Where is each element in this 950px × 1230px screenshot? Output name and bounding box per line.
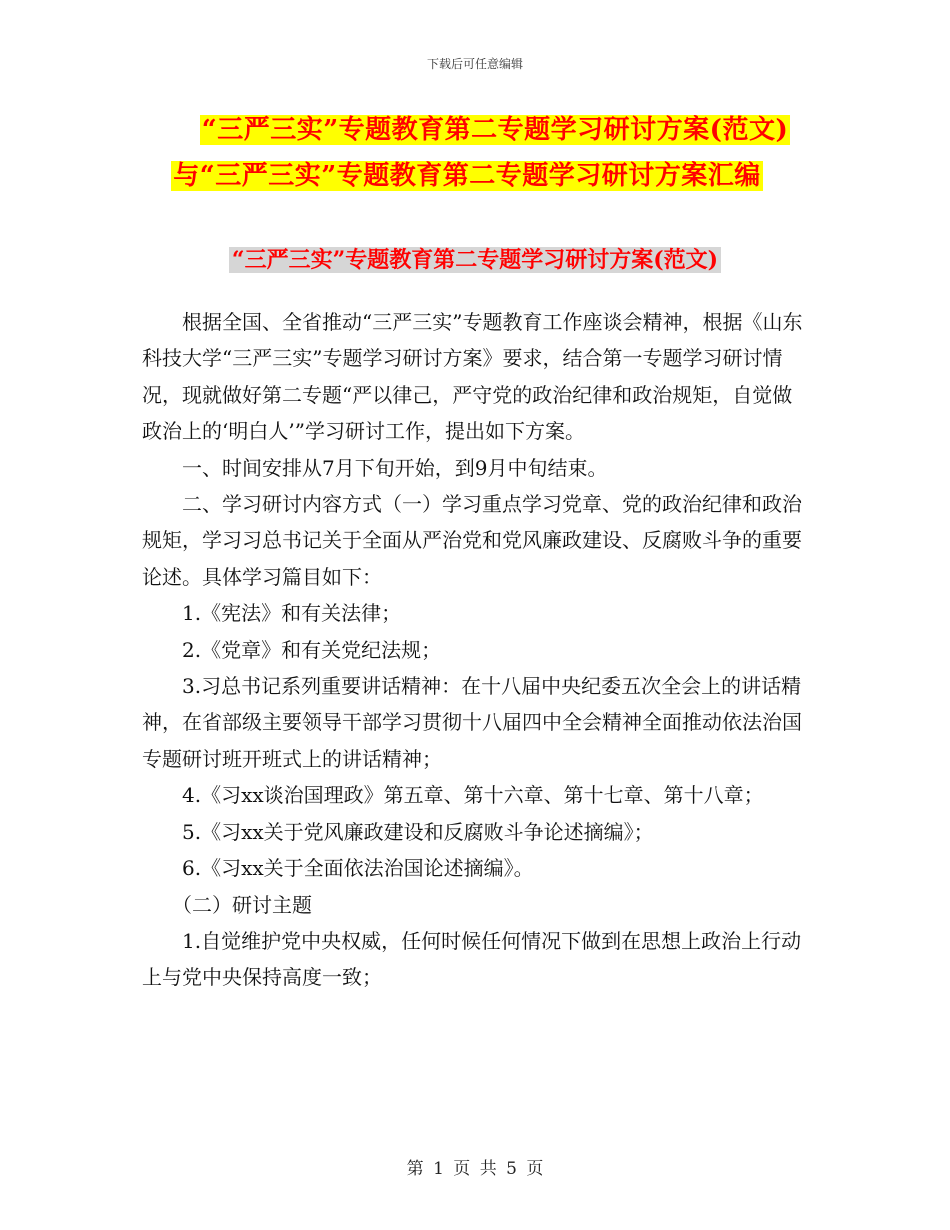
header-note: 下载后可任意编辑: [426, 57, 523, 71]
subheading-discussion-topics: （二）研讨主题: [172, 892, 312, 917]
document-title-line-2: [0, 158, 942, 194]
list-item-constitution: 1.《宪法》和有关法律；: [182, 601, 402, 626]
paragraph-schedule: 一、时间安排从7月下旬开始，到9月中旬结束。: [182, 455, 608, 480]
page-footer: 第 1 页 共 5 页: [406, 1159, 544, 1179]
title-line-2-text: 与“三严三实”专题教育第二专题学习研讨方案汇编: [173, 161, 761, 191]
list-item-anti-corruption: 5.《习xx关于党风廉政建设和反腐败斗争论述摘编》；: [182, 819, 654, 844]
list-item-topic-1: 1.自觉维护党中央权威，任何时候任何情况下做到在思想上政治上行动上与党中央保持高度一致；: [142, 928, 802, 990]
list-item-rule-of-law: 6.《习xx关于全面依法治国论述摘编》。: [182, 856, 534, 881]
list-item-governance-book: 4.《习xx谈治国理政》第五章、第十六章、第十七章、第十八章；: [182, 783, 764, 808]
title-line-1-text: “三严三实”专题教育第二专题学习研讨方案(范文): [201, 115, 789, 145]
section-title: [0, 244, 950, 276]
paragraph-intro: 根据全国、全省推动“三严三实”专题教育工作座谈会精神，根据《山东科技大学“三严三实”专题学习研讨方案》要求，结合第一专题学习研讨情况，现就做好第二专题“严以律己，严守党的政治纪律和政治规矩，自觉做政治上的‘明白人’”学习研讨工作，提出如下方案。: [142, 310, 803, 444]
list-item-party-constitution: 2.《党章》和有关党纪法规；: [182, 637, 442, 662]
document-title-line-1: [20, 112, 950, 148]
section-title-text: “三严三实”专题教育第二专题学习研讨方案(范文): [229, 247, 721, 273]
document-body: [142, 304, 808, 996]
list-item-speeches: 3.习总书记系列重要讲话精神：在十八届中央纪委五次全会上的讲话精神，在省部级主要领导干部学习贯彻十八届四中全会精神全面推动依法治国专题研讨班开班式上的讲话精神；: [142, 674, 802, 771]
paragraph-study-content: 二、学习研讨内容方式（一）学习重点学习党章、党的政治纪律和政治规矩，学习习总书记关于全面从严治党和党风廉政建设、反腐败斗争的重要论述。具体学习篇目如下：: [142, 492, 802, 589]
